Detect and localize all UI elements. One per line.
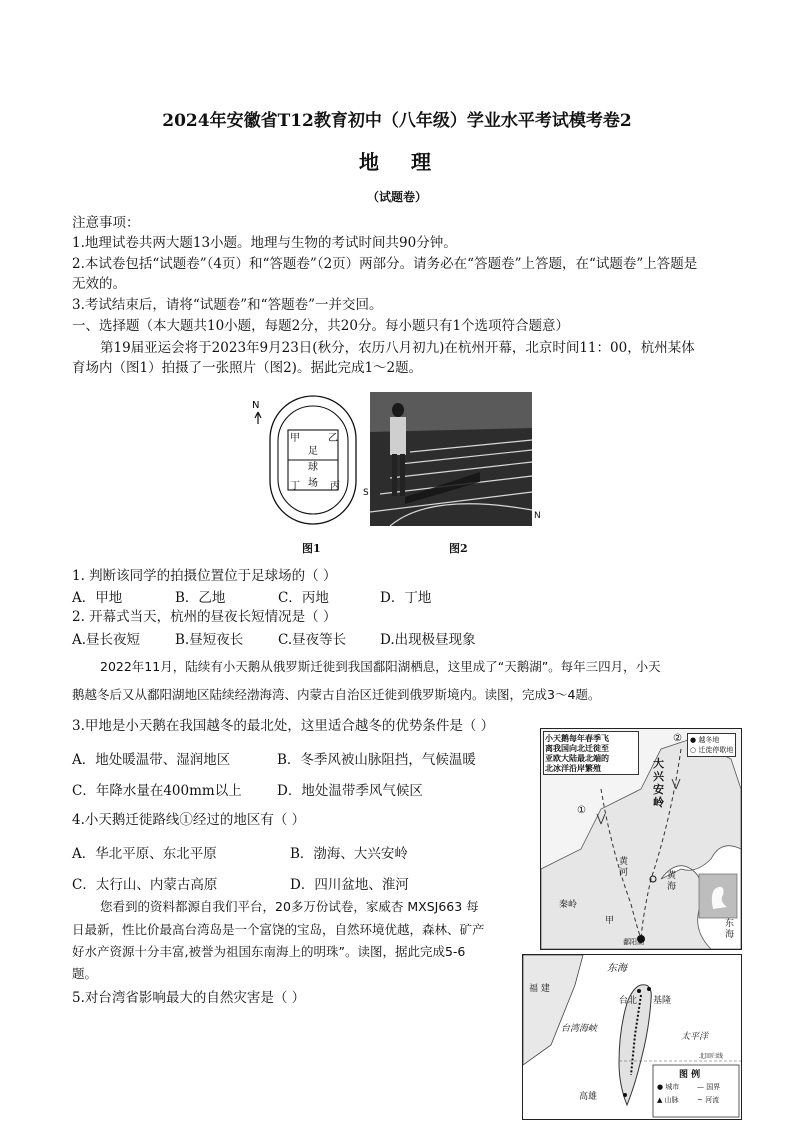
passage3-line-4: 题。 [72, 966, 98, 981]
q3-option-d[interactable]: D．地处温带季风气候区 [277, 783, 423, 799]
daxinganling-label: 大 兴 安 岭 [653, 757, 664, 809]
legend-title: 图 例 [679, 1070, 701, 1080]
question-2-stem: 2. 开幕式当天，杭州的昼夜长短情况是（ ） [72, 609, 337, 625]
notice-item-2-cont: 无效的。 [72, 276, 126, 292]
south-label: S [363, 488, 369, 498]
passage3-line-1: 您看到的资料都源自我们平台，20多万份试卷，家威杏 MXSJ663 每 [100, 899, 479, 914]
question-3-options-row1 [72, 748, 476, 768]
mountain-icon: ▲ [657, 1096, 663, 1104]
question-4-stem: 4.小天鹅迁徙路线①经过的地区有（ ） [72, 812, 306, 828]
section-heading: 一、选择题（本大题共10小题，每题2分，共20分。每小题只有1个选项符合题意） [72, 318, 570, 334]
question-3-stem: 3.甲地是小天鹅在我国越冬的最北处，这里适合越冬的优势条件是（ ） [72, 718, 495, 734]
taipei-dot-icon [637, 989, 641, 993]
swan-map-note: 小天鹅每年春季飞 离我国向北迁徙至 亚欧大陆最北端的 北冰洋沿岸繁殖 [543, 731, 639, 775]
poyang-lake-label: 鄱阳湖 [623, 938, 644, 946]
q1-option-b[interactable]: B．乙地 [175, 590, 226, 606]
corner-bing: 丙 [330, 481, 340, 492]
question-5-stem: 5.对台湾省影响最大的自然灾害是（ ） [72, 990, 306, 1006]
q4-option-b[interactable]: B．渤海、大兴安岭 [290, 846, 408, 862]
tropic-label: 北回归线 [699, 1053, 724, 1060]
north-arrow-icon [255, 412, 261, 424]
page-title: 2024年安徽省T12教育初中（八年级）学业水平考试模考卷2 [162, 111, 632, 131]
q3-option-b[interactable]: B．冬季风被山脉阻挡，气候温暖 [277, 752, 476, 768]
passage3-line-3: 好水产资源十分丰富,被誉为祖国东南海上的明珠”。读图，据此完成5-6 [72, 944, 466, 959]
intro-line-2: 育场内（图1）拍摄了一张照片（图2)。据此完成1～2题。 [72, 360, 423, 376]
notice-item-3: 3.考试结束后，请将“试题卷”和“答题卷”一并交回。 [72, 297, 383, 313]
q3-option-c[interactable]: C．年降水量在400mm以上 [72, 783, 242, 799]
taiwan-map [522, 954, 742, 1120]
notice-heading: 注意事项： [72, 215, 140, 231]
yellow-sea-label: 黄 海 [667, 871, 677, 892]
qinling-label: 秦岭 [559, 900, 578, 910]
route-label-2: ② [673, 733, 682, 744]
legend-dot-icon: ● [690, 736, 697, 744]
passage2-line-2: 鹅越冬后又从鄱阳湖地区陆续经渤海湾、内蒙古自治区迁徙到俄罗斯境内。读图，完成3～4题。 [72, 687, 601, 702]
q1-option-c[interactable]: C．丙地 [278, 590, 329, 606]
q2-option-d[interactable]: D.出现极昼现象 [380, 632, 476, 648]
subject-title [0, 146, 794, 175]
q4-option-c[interactable]: C．太行山、内蒙古高原 [72, 877, 218, 893]
kaohsiung-dot-icon [623, 1093, 627, 1097]
field-char-2: 球 [308, 462, 318, 473]
subject-char-1: 地 [359, 150, 383, 174]
stadium-photo [370, 392, 542, 526]
keelung-label: 基隆 [653, 996, 672, 1006]
photo-north-label: N [534, 511, 541, 521]
question-4-options-row2 [72, 873, 409, 893]
passage2-line-1: 2022年11月，陆续有小天鹅从俄罗斯迁徙到我国鄱阳湖栖息，这里成了“天鹅湖”。每年三四月，小天 [100, 659, 661, 674]
fujian-label: 福 建 [529, 984, 550, 994]
notice-item-1: 1.地理试卷共两大题13小题。地理与生物的考试时间共90分钟。 [72, 235, 457, 251]
stadium-diagram [250, 390, 370, 530]
swan-map-legend: ● 越冬地 ○ 迁徙停歇地 [687, 733, 736, 757]
q2-option-c[interactable]: C.昼夜等长 [278, 632, 347, 648]
subject-char-2: 理 [411, 150, 435, 174]
city-icon: ● [657, 1083, 664, 1091]
east-china-sea-label: 东海 [607, 963, 627, 974]
yellow-river-label: 黄 河 [619, 857, 629, 878]
corner-jia: 甲 [290, 433, 300, 444]
figure2-caption: 图2 [449, 542, 468, 555]
border-icon: — [697, 1083, 704, 1091]
corner-yi: 乙 [328, 433, 338, 444]
east-sea-label: 东 海 [725, 919, 735, 940]
legend-circle-icon: ○ [690, 746, 697, 754]
river-icon: ~ [697, 1096, 703, 1104]
q2-option-a[interactable]: A.昼长夜短 [72, 632, 141, 648]
q4-option-d[interactable]: D．四川盆地、淮河 [290, 877, 409, 893]
corner-ding: 丁 [290, 481, 300, 492]
swan-migration-map [540, 728, 742, 950]
field-char-3: 场 [308, 478, 318, 489]
q2-option-b[interactable]: B.昼短夜长 [175, 632, 244, 648]
question-1-options [72, 586, 431, 606]
question-4-options-row1 [72, 842, 408, 862]
question-2-options [72, 628, 476, 648]
passage3-line-2: 日最新，性比价最高台湾岛是一个富饶的宝岛，自然环境优越，森林、矿产 [72, 922, 485, 937]
field-char-1: 足 [308, 446, 318, 457]
q1-option-a[interactable]: A．甲地 [72, 590, 123, 606]
question-3-options-row2 [72, 779, 423, 799]
intro-line-1: 第19届亚运会将于2023年9月23日(秋分，农历八月初九)在杭州开幕，北京时间11：00，杭州某体 [100, 340, 695, 356]
location-jia: 甲 [605, 916, 615, 926]
pacific-label: 太平洋 [681, 1032, 709, 1042]
q1-option-d[interactable]: D．丁地 [380, 590, 432, 606]
taiwan-legend-items: ● 城市 — 国界 ▲ 山脉 ~ 河流 [657, 1083, 721, 1104]
route-label-1: ① [577, 805, 586, 816]
keelung-dot-icon [647, 987, 651, 991]
north-label: N [252, 400, 260, 411]
question-1-stem: 1. 判断该同学的拍摄位置位于足球场的（ ） [72, 568, 337, 584]
q3-option-a[interactable]: A．地处暖温带、湿润地区 [72, 752, 231, 768]
figure1-caption: 图1 [302, 542, 321, 555]
taipei-label: 台北 [619, 996, 638, 1006]
kaohsiung-label: 高雄 [579, 1092, 598, 1102]
taiwan-strait-label: 台湾海峡 [561, 1024, 598, 1034]
notice-item-2: 2.本试卷包括“试题卷”（4页）和“答题卷”（2页）两部分。请务必在“答题卷”上答题，在“试题卷”上答题是 [72, 256, 698, 272]
paper-type: （试题卷） [366, 190, 427, 204]
q4-option-a[interactable]: A．华北平原、东北平原 [72, 846, 217, 862]
